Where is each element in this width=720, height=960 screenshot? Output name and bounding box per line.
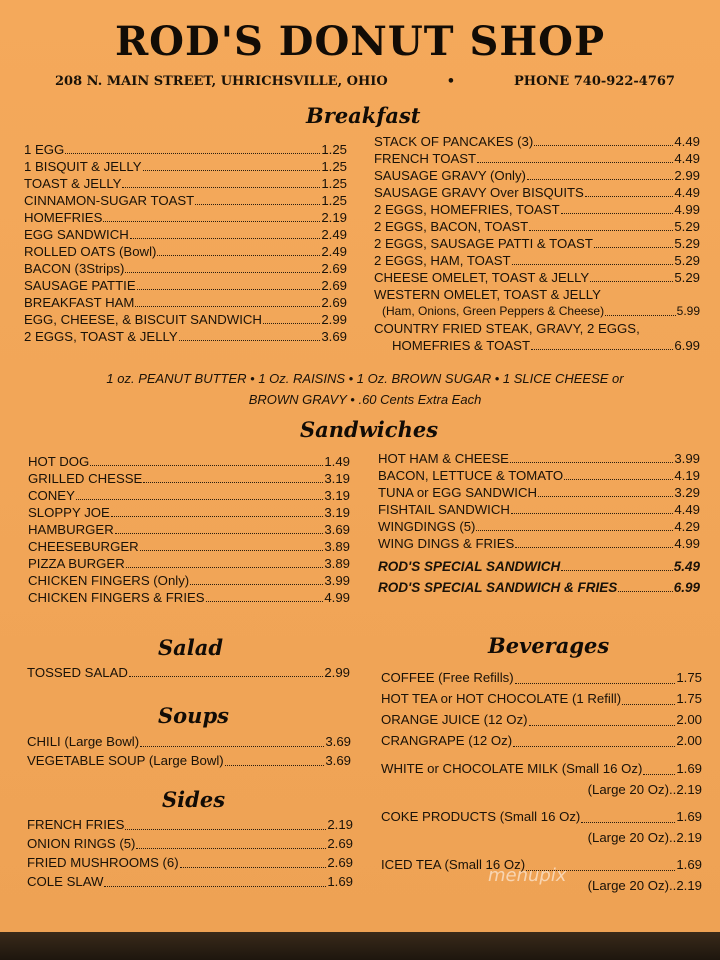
item-name: GRILLED CHESSE — [28, 471, 143, 486]
item-name: CRANGRAPE (12 Oz) — [381, 733, 513, 748]
dot-leader — [143, 169, 321, 171]
dot-leader — [206, 600, 324, 602]
item-price: 3.69 — [321, 329, 347, 344]
item-name: SAUSAGE GRAVY (Only) — [374, 168, 526, 183]
item-name: FRENCH TOAST — [374, 151, 477, 166]
sandwiches-left-list — [28, 453, 350, 606]
item-name: 1 BISQUIT & JELLY — [24, 159, 142, 174]
menu-item — [24, 294, 347, 311]
item-name: CONEY — [28, 488, 75, 503]
iced-tea-large: (Large 20 Oz)..2.19 — [587, 878, 702, 893]
item-price: 5.29 — [674, 236, 700, 251]
item-name: HAMBURGER — [28, 522, 114, 537]
menu-item — [24, 141, 347, 158]
menu-item — [24, 192, 347, 209]
dot-leader — [585, 195, 673, 197]
sides-list — [27, 815, 353, 891]
menu-item — [28, 538, 350, 555]
menu-item — [374, 269, 700, 286]
item-price: 4.49 — [674, 502, 700, 517]
item-name: EGG SANDWICH — [24, 227, 129, 242]
menu-item — [27, 732, 351, 751]
item-price: 5.29 — [674, 270, 700, 285]
item-price: 2.69 — [327, 855, 353, 870]
dot-leader — [527, 178, 673, 180]
item-price: 4.99 — [674, 536, 700, 551]
dot-leader — [190, 583, 323, 585]
item-price: 2.19 — [327, 817, 353, 832]
dot-leader — [476, 529, 673, 531]
item-name: BACON, LETTUCE & TOMATO — [378, 468, 564, 483]
item-price: 1.49 — [324, 454, 350, 469]
dot-leader — [157, 254, 320, 256]
dot-leader — [76, 498, 323, 500]
menu-item — [381, 667, 702, 688]
item-name: ROLLED OATS (Bowl) — [24, 244, 157, 259]
item-name: BACON (3Strips) — [24, 261, 125, 276]
item-price: 3.69 — [325, 734, 351, 749]
item-name: SAUSAGE GRAVY Over BISQUITS — [374, 185, 584, 200]
dot-leader — [195, 203, 320, 205]
item-name: 2 EGGS, HAM, TOAST — [374, 253, 511, 268]
dot-leader — [115, 532, 324, 534]
dot-leader — [137, 288, 321, 290]
dot-leader — [136, 847, 326, 849]
item-price: 3.29 — [674, 485, 700, 500]
item-name: EGG, CHEESE, & BISCUIT SANDWICH — [24, 312, 262, 327]
menu-item — [378, 467, 700, 484]
item-name: TOAST & JELLY — [24, 176, 122, 191]
menu-item-detail: (Ham, Onions, Green Peppers & Cheese) 5.99 — [382, 304, 700, 318]
phone-number: PHONE 740-922-4767 — [514, 74, 675, 89]
item-price: 4.99 — [674, 202, 700, 217]
menu-item — [378, 484, 700, 501]
menu-item: WESTERN OMELET, TOAST & JELLY — [374, 287, 601, 302]
item-price: 2.00 — [676, 733, 702, 748]
coke-large: (Large 20 Oz)..2.19 — [587, 830, 702, 845]
extras-line-1: 1 oz. PEANUT BUTTER • 1 Oz. RAISINS • 1 Oz. BROWN SUGAR • 1 SLICE CHEESE or — [106, 371, 624, 386]
item-name: FRIED MUSHROOMS (6) — [27, 855, 179, 870]
item-name: WINGDINGS (5) — [378, 519, 476, 534]
dot-leader — [594, 246, 673, 248]
dot-leader — [529, 229, 673, 231]
item-name: ONION RINGS (5) — [27, 836, 136, 851]
item-name: TOSSED SALAD — [27, 665, 128, 680]
item-name: FISHTAIL SANDWICH — [378, 502, 510, 517]
menu-item — [27, 853, 353, 872]
item-price: 2.19 — [321, 210, 347, 225]
menu-item — [24, 175, 347, 192]
item-name: 2 EGGS, TOAST & JELLY — [24, 329, 178, 344]
breakfast-left-list — [24, 141, 347, 345]
dot-leader — [104, 885, 326, 887]
item-name: CHEESEBURGER — [28, 539, 139, 554]
dot-leader — [135, 305, 320, 307]
dot-leader — [90, 464, 323, 466]
menu-item-detail: HOMEFRIES & TOAST 6.99 — [392, 338, 700, 353]
item-name: 2 EGGS, SAUSAGE PATTI & TOAST — [374, 236, 593, 251]
menu-item — [24, 158, 347, 175]
menu-item — [24, 311, 347, 328]
menu-item — [374, 133, 700, 150]
item-price: 1.75 — [676, 670, 702, 685]
dot-leader — [561, 212, 674, 214]
dot-leader — [225, 764, 325, 766]
beverages-heading: Beverages — [488, 633, 610, 658]
item-name: HOT HAM & CHEESE — [378, 451, 509, 466]
dot-leader — [590, 280, 673, 282]
item-price: 2.69 — [321, 261, 347, 276]
item-name: COLE SLAW — [27, 874, 104, 889]
dot-leader — [510, 461, 673, 463]
dot-leader — [513, 745, 675, 747]
item-name: SLOPPY JOE — [28, 505, 110, 520]
item-price: 3.69 — [325, 753, 351, 768]
beverages-list — [381, 667, 702, 896]
item-price: 2.99 — [321, 312, 347, 327]
menu-item — [24, 226, 347, 243]
item-price: 3.69 — [324, 522, 350, 537]
menu-item — [381, 688, 702, 709]
dot-leader — [564, 478, 673, 480]
salad-list — [27, 664, 350, 681]
menu-item — [27, 872, 353, 891]
item-name: CHICKEN FINGERS & FRIES — [28, 590, 205, 605]
menu-item — [24, 260, 347, 277]
dot-leader — [529, 724, 676, 726]
item-price: 3.19 — [324, 505, 350, 520]
item-price: 2.69 — [321, 278, 347, 293]
dot-leader — [140, 745, 324, 747]
breakfast-heading: Breakfast — [306, 103, 421, 128]
item-name: COFFEE (Free Refills) — [381, 670, 514, 685]
dot-leader — [263, 322, 320, 324]
menu-item — [24, 328, 347, 345]
dot-leader — [122, 186, 320, 188]
item-price: 3.99 — [324, 573, 350, 588]
dot-leader — [180, 866, 327, 868]
menu-item — [28, 504, 350, 521]
dot-leader — [515, 682, 676, 684]
item-name: HOMEFRIES — [24, 210, 103, 225]
dot-leader — [515, 546, 673, 548]
item-price: 4.49 — [674, 151, 700, 166]
item-name: VEGETABLE SOUP (Large Bowl) — [27, 753, 224, 768]
item-price: 4.99 — [324, 590, 350, 605]
soups-list — [27, 732, 351, 770]
extras-line-2: BROWN GRAVY • .60 Cents Extra Each — [248, 392, 482, 407]
item-price: 3.19 — [324, 471, 350, 486]
item-price: 4.19 — [674, 468, 700, 483]
item-price: 2.69 — [327, 836, 353, 851]
dot-leader — [538, 495, 673, 497]
dot-leader — [143, 481, 323, 483]
item-name: HOT TEA or HOT CHOCOLATE (1 Refill) — [381, 691, 622, 706]
menu-item — [374, 201, 700, 218]
menu-item — [27, 815, 353, 834]
breakfast-right-list — [374, 133, 700, 354]
special-sandwich-fries: ROD'S SPECIAL SANDWICH & FRIES 6.99 — [378, 580, 700, 595]
menu-item — [27, 751, 351, 770]
dot-leader — [511, 512, 673, 514]
item-name: SAUSAGE PATTIE — [24, 278, 136, 293]
menu-item — [374, 252, 700, 269]
soups-heading: Soups — [158, 703, 229, 728]
milk-large: (Large 20 Oz)..2.19 — [587, 782, 702, 797]
menu-item — [381, 709, 702, 730]
item-name: FRENCH FRIES — [27, 817, 125, 832]
item-price: 1.25 — [321, 176, 347, 191]
item-price: 1.25 — [321, 142, 347, 157]
item-price: 2.99 — [324, 665, 350, 680]
menu-item — [374, 167, 700, 184]
menu-item — [378, 450, 700, 467]
item-price: 3.89 — [324, 539, 350, 554]
menu-item — [28, 572, 350, 589]
salad-heading: Salad — [158, 635, 224, 660]
item-price: 4.49 — [674, 134, 700, 149]
menu-item — [24, 277, 347, 294]
shop-title: ROD'S DONUT SHOP — [114, 18, 606, 65]
item-name: PIZZA BURGER — [28, 556, 125, 571]
dot-leader — [129, 675, 323, 677]
item-price: 2.69 — [321, 295, 347, 310]
menu-item — [28, 453, 350, 470]
item-name: ORANGE JUICE (12 Oz) — [381, 712, 528, 727]
dot-leader — [125, 828, 326, 830]
dot-leader — [130, 237, 321, 239]
item-name: 1 EGG — [24, 142, 65, 157]
item-price: 1.69 — [327, 874, 353, 889]
menu-item — [374, 218, 700, 235]
item-price: 5.29 — [674, 219, 700, 234]
sandwiches-heading: Sandwiches — [300, 417, 439, 442]
dot-leader — [140, 549, 324, 551]
item-name: HOT DOG — [28, 454, 90, 469]
item-price: 2.99 — [674, 168, 700, 183]
table-edge — [0, 932, 720, 960]
menu-item — [28, 589, 350, 606]
item-name: 2 EGGS, HOMEFRIES, TOAST — [374, 202, 560, 217]
item-price: 1.75 — [676, 691, 702, 706]
item-price: 2.49 — [321, 244, 347, 259]
address-line — [55, 74, 675, 89]
menu-item — [28, 470, 350, 487]
watermark: menupix — [488, 865, 567, 886]
dot-leader — [179, 339, 321, 341]
item-name: CHEESE OMELET, TOAST & JELLY — [374, 270, 590, 285]
dot-leader — [103, 220, 320, 222]
menu-item — [28, 521, 350, 538]
bullet-separator: • — [446, 74, 455, 89]
dot-leader — [65, 152, 320, 154]
item-price: 3.19 — [324, 488, 350, 503]
item-name: CHICKEN FINGERS (Only) — [28, 573, 190, 588]
menu-item — [378, 501, 700, 518]
menu-item — [381, 730, 702, 751]
item-price: 2.00 — [676, 712, 702, 727]
item-price: 4.49 — [674, 185, 700, 200]
item-name: CHILI (Large Bowl) — [27, 734, 140, 749]
menu-item — [378, 535, 700, 552]
menu-item — [28, 487, 350, 504]
menu-item — [374, 184, 700, 201]
street-address: 208 N. MAIN STREET, UHRICHSVILLE, OHIO — [55, 74, 388, 89]
menu-item — [378, 518, 700, 535]
item-name: CINNAMON-SUGAR TOAST — [24, 193, 195, 208]
item-price: 5.29 — [674, 253, 700, 268]
item-name: STACK OF PANCAKES (3) — [374, 134, 534, 149]
menu-item — [27, 834, 353, 853]
item-name: WING DINGS & FRIES — [378, 536, 515, 551]
special-sandwich: ROD'S SPECIAL SANDWICH 5.49 — [378, 559, 700, 574]
item-name: TUNA or EGG SANDWICH — [378, 485, 537, 500]
dot-leader — [125, 271, 320, 273]
coke-item: COKE PRODUCTS (Small 16 Oz) 1.69 — [381, 809, 702, 824]
menu-item — [24, 209, 347, 226]
dot-leader — [477, 161, 673, 163]
extras-note — [60, 368, 670, 410]
iced-tea-item: ICED TEA (Small 16 Oz) 1.69 — [381, 857, 702, 872]
dot-leader — [111, 515, 323, 517]
dot-leader — [534, 144, 673, 146]
item-price: 1.25 — [321, 159, 347, 174]
menu-item: COUNTRY FRIED STEAK, GRAVY, 2 EGGS, — [374, 321, 640, 336]
menu-item — [28, 555, 350, 572]
item-price: 4.29 — [674, 519, 700, 534]
menu-item — [24, 243, 347, 260]
item-price: 1.25 — [321, 193, 347, 208]
item-name: BREAKFAST HAM — [24, 295, 135, 310]
sides-heading: Sides — [162, 787, 226, 812]
item-price: 2.49 — [321, 227, 347, 242]
sandwiches-right-list — [378, 450, 700, 596]
item-name: 2 EGGS, BACON, TOAST — [374, 219, 529, 234]
milk-item: WHITE or CHOCOLATE MILK (Small 16 Oz) 1.69 — [381, 761, 702, 776]
dot-leader — [512, 263, 674, 265]
menu-item — [374, 150, 700, 167]
dot-leader — [622, 703, 675, 705]
menu-item — [27, 664, 350, 681]
item-price: 3.89 — [324, 556, 350, 571]
dot-leader — [126, 566, 324, 568]
item-price: 3.99 — [674, 451, 700, 466]
menu-item — [374, 235, 700, 252]
